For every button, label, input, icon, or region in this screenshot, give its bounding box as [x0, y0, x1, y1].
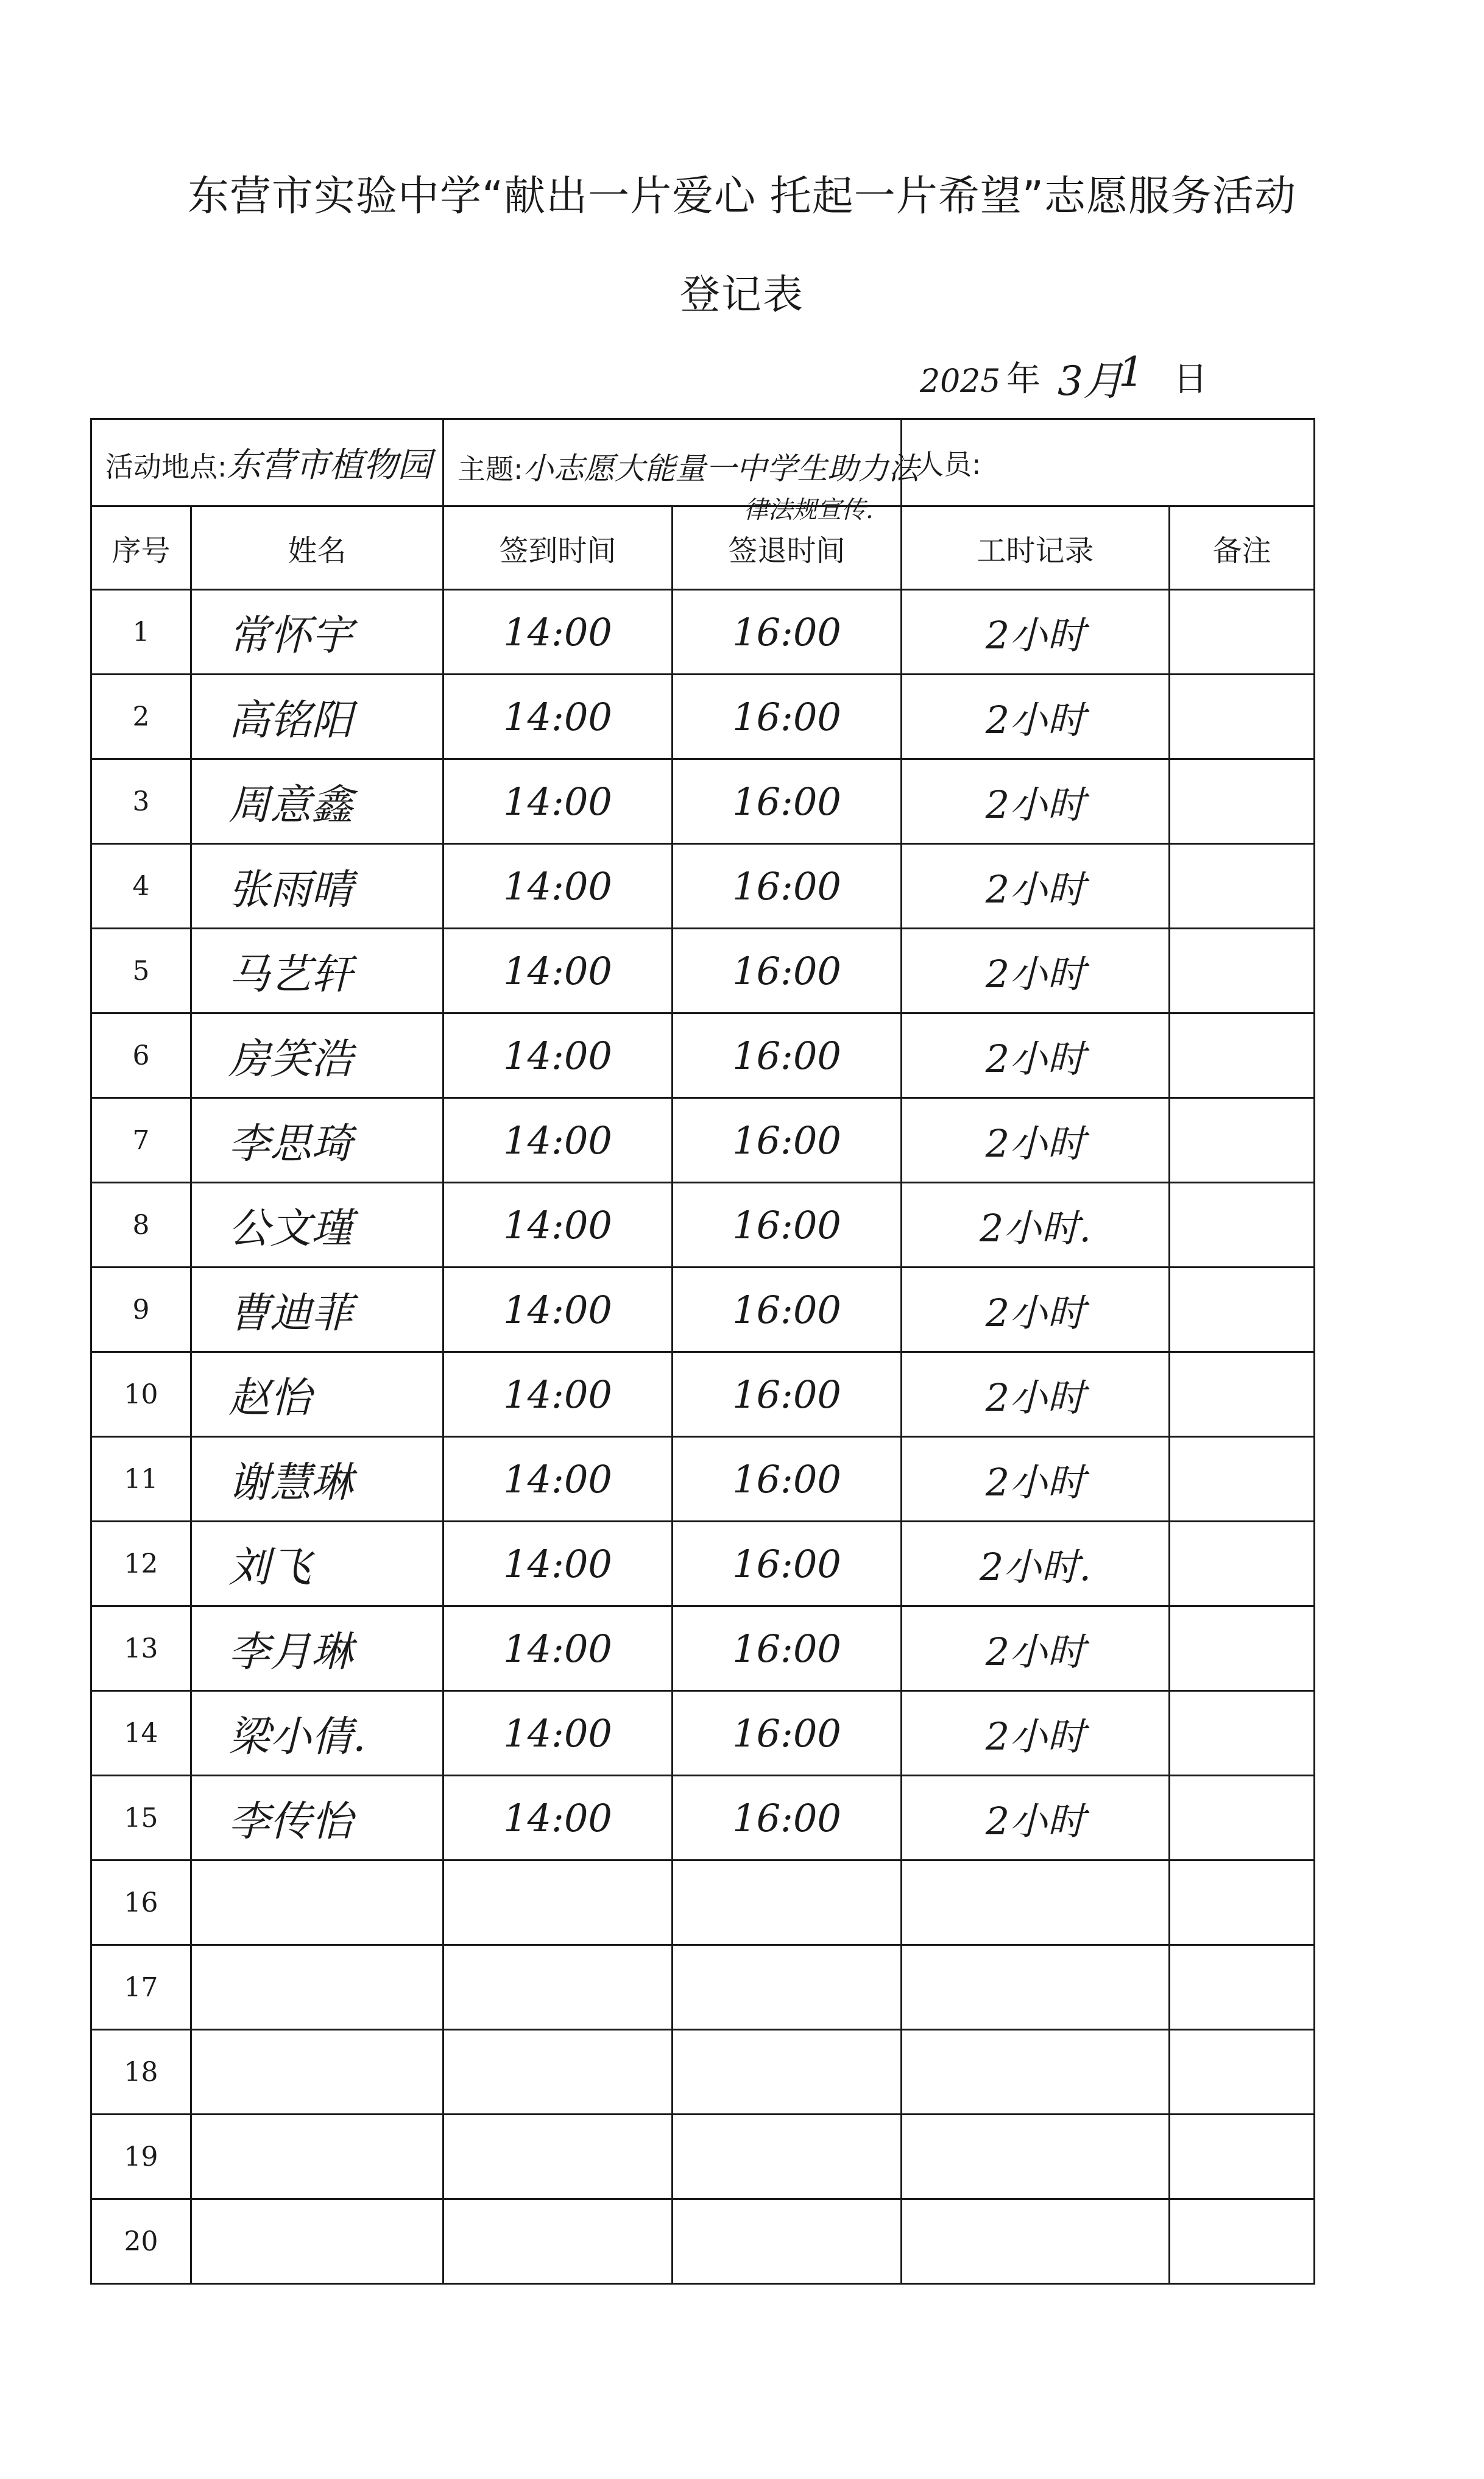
row-index: 12 — [91, 1522, 191, 1606]
row-sign-in: 14:00 — [443, 1606, 673, 1691]
row-name: 李思琦 — [191, 1098, 443, 1183]
row-sign-out: 16:00 — [673, 1013, 902, 1098]
row-note — [1170, 2199, 1315, 2284]
row-sign-in: 14:00 — [443, 1437, 673, 1522]
row-sign-out — [673, 1860, 902, 1945]
row-note — [1170, 759, 1315, 844]
table-row — [91, 844, 1315, 929]
row-hours: 2小时 — [902, 1437, 1170, 1522]
row-name: 刘飞 — [191, 1522, 443, 1606]
row-name — [191, 2115, 443, 2199]
table-row — [91, 1606, 1315, 1691]
row-sign-in: 14:00 — [443, 929, 673, 1013]
row-sign-in: 14:00 — [443, 1268, 673, 1352]
row-hours: 2小时 — [902, 1606, 1170, 1691]
row-note — [1170, 844, 1315, 929]
row-note — [1170, 2030, 1315, 2115]
table-row — [91, 1268, 1315, 1352]
col-header-sign-out: 签退时间 — [673, 506, 902, 590]
row-index: 16 — [91, 1860, 191, 1945]
row-hours: 2小时 — [902, 1776, 1170, 1860]
row-sign-out — [673, 2199, 902, 2284]
row-sign-in: 14:00 — [443, 1691, 673, 1776]
row-name — [191, 1860, 443, 1945]
date-day: 1 — [1118, 349, 1144, 395]
row-sign-in: 14:00 — [443, 590, 673, 675]
row-note — [1170, 1860, 1315, 1945]
row-sign-out: 16:00 — [673, 590, 902, 675]
row-sign-in — [443, 2199, 673, 2284]
row-name: 曹迪菲 — [191, 1268, 443, 1352]
row-note — [1170, 1522, 1315, 1606]
row-hours: 2小时 — [902, 1691, 1170, 1776]
row-name: 张雨晴 — [191, 844, 443, 929]
row-sign-in — [443, 2030, 673, 2115]
row-sign-out: 16:00 — [673, 1352, 902, 1437]
date-year: 2025 — [920, 363, 1001, 400]
row-note — [1170, 590, 1315, 675]
row-index: 18 — [91, 2030, 191, 2115]
row-name: 梁小倩. — [191, 1691, 443, 1776]
row-note — [1170, 929, 1315, 1013]
col-header-index: 序号 — [91, 506, 191, 590]
row-index: 8 — [91, 1183, 191, 1268]
row-sign-in: 14:00 — [443, 1013, 673, 1098]
row-index: 13 — [91, 1606, 191, 1691]
row-index: 3 — [91, 759, 191, 844]
theme-value-line2: 律法规宣传. — [744, 496, 874, 524]
table-row — [91, 2115, 1315, 2199]
row-sign-in: 14:00 — [443, 1776, 673, 1860]
row-name: 周意鑫 — [191, 759, 443, 844]
row-index: 20 — [91, 2199, 191, 2284]
table-row — [91, 1945, 1315, 2030]
date-year-suffix: 年 — [1006, 360, 1041, 399]
row-note — [1170, 675, 1315, 759]
col-header-sign-in: 签到时间 — [443, 506, 673, 590]
table-row — [91, 1013, 1315, 1098]
row-name: 李月琳 — [191, 1606, 443, 1691]
row-index: 19 — [91, 2115, 191, 2199]
row-hours: 2小时 — [902, 1013, 1170, 1098]
row-hours — [902, 2199, 1170, 2284]
row-name: 谢慧琳 — [191, 1437, 443, 1522]
row-index: 17 — [91, 1945, 191, 2030]
row-name: 常怀宇 — [191, 590, 443, 675]
location-cell — [91, 419, 443, 506]
row-sign-in — [443, 1945, 673, 2030]
row-sign-out: 16:00 — [673, 1183, 902, 1268]
row-sign-out: 16:00 — [673, 1606, 902, 1691]
row-sign-out — [673, 2115, 902, 2199]
table-row — [91, 2030, 1315, 2115]
row-note — [1170, 1437, 1315, 1522]
table-row — [91, 759, 1315, 844]
row-sign-in: 14:00 — [443, 1098, 673, 1183]
row-hours: 2小时 — [902, 844, 1170, 929]
row-sign-out: 16:00 — [673, 759, 902, 844]
row-index: 1 — [91, 590, 191, 675]
row-note — [1170, 2115, 1315, 2199]
table-row — [91, 1522, 1315, 1606]
row-sign-in: 14:00 — [443, 844, 673, 929]
location-label: 活动地点: — [105, 450, 227, 483]
row-sign-in: 14:00 — [443, 759, 673, 844]
row-hours: 2小时 — [902, 1352, 1170, 1437]
col-header-hours: 工时记录 — [902, 506, 1170, 590]
table-row — [91, 1183, 1315, 1268]
row-sign-in: 14:00 — [443, 1183, 673, 1268]
row-name — [191, 2199, 443, 2284]
row-hours: 2小时 — [902, 929, 1170, 1013]
row-sign-in — [443, 1860, 673, 1945]
row-name: 赵怡 — [191, 1352, 443, 1437]
date-line — [908, 349, 1273, 407]
row-name — [191, 2030, 443, 2115]
row-index: 5 — [91, 929, 191, 1013]
info-row — [91, 419, 1315, 506]
row-name: 李传怡 — [191, 1776, 443, 1860]
row-hours: 2小时. — [902, 1183, 1170, 1268]
row-sign-out: 16:00 — [673, 675, 902, 759]
row-note — [1170, 1098, 1315, 1183]
row-sign-out: 16:00 — [673, 1691, 902, 1776]
date-month: 3月 — [1058, 358, 1123, 405]
row-index: 6 — [91, 1013, 191, 1098]
people-label: 人员: — [916, 448, 981, 481]
form-title: 东营市实验中学“献出一片爱心 托起一片希望”志愿服务活动 — [187, 172, 1297, 221]
table-row — [91, 1098, 1315, 1183]
row-hours: 2小时. — [902, 1522, 1170, 1606]
row-hours — [902, 1945, 1170, 2030]
row-index: 9 — [91, 1268, 191, 1352]
row-sign-out: 16:00 — [673, 844, 902, 929]
row-hours — [902, 2030, 1170, 2115]
row-hours: 2小时 — [902, 675, 1170, 759]
row-sign-out: 16:00 — [673, 1437, 902, 1522]
row-sign-out: 16:00 — [673, 1268, 902, 1352]
row-name: 房笑浩 — [191, 1013, 443, 1098]
row-index: 10 — [91, 1352, 191, 1437]
row-index: 11 — [91, 1437, 191, 1522]
theme-value: 小志愿大能量一中学生助力法 — [523, 451, 919, 486]
table-row — [91, 2199, 1315, 2284]
row-note — [1170, 1268, 1315, 1352]
row-index: 4 — [91, 844, 191, 929]
row-sign-in: 14:00 — [443, 675, 673, 759]
people-cell — [902, 419, 1315, 506]
row-index: 14 — [91, 1691, 191, 1776]
table-row — [91, 1860, 1315, 1945]
row-note — [1170, 1691, 1315, 1776]
row-sign-out — [673, 2030, 902, 2115]
row-hours: 2小时 — [902, 590, 1170, 675]
row-sign-out: 16:00 — [673, 1776, 902, 1860]
table-row — [91, 1691, 1315, 1776]
row-index: 2 — [91, 675, 191, 759]
table-row — [91, 1776, 1315, 1860]
row-name: 马艺轩 — [191, 929, 443, 1013]
theme-cell — [443, 419, 919, 524]
row-sign-out: 16:00 — [673, 1522, 902, 1606]
row-hours: 2小时 — [902, 1268, 1170, 1352]
table-row — [91, 1437, 1315, 1522]
row-hours: 2小时 — [902, 759, 1170, 844]
table-row — [91, 929, 1315, 1013]
registration-table — [90, 418, 1315, 2285]
row-hours — [902, 1860, 1170, 1945]
row-note — [1170, 1606, 1315, 1691]
row-sign-in — [443, 2115, 673, 2199]
row-note — [1170, 1352, 1315, 1437]
row-note — [1170, 1776, 1315, 1860]
row-name — [191, 1945, 443, 2030]
table-row — [91, 675, 1315, 759]
row-sign-out: 16:00 — [673, 1098, 902, 1183]
row-hours — [902, 2115, 1170, 2199]
row-name: 公文瑾 — [191, 1183, 443, 1268]
row-index: 15 — [91, 1776, 191, 1860]
table-row — [91, 590, 1315, 675]
row-sign-in: 14:00 — [443, 1522, 673, 1606]
row-sign-out: 16:00 — [673, 929, 902, 1013]
row-sign-out — [673, 1945, 902, 2030]
row-hours: 2小时 — [902, 1098, 1170, 1183]
col-header-name: 姓名 — [191, 506, 443, 590]
form-subtitle: 登记表 — [680, 271, 804, 318]
row-note — [1170, 1183, 1315, 1268]
theme-label: 主题: — [458, 453, 523, 486]
row-note — [1170, 1945, 1315, 2030]
col-header-note: 备注 — [1170, 506, 1315, 590]
row-sign-in: 14:00 — [443, 1352, 673, 1437]
date-day-suffix: 日 — [1173, 360, 1207, 399]
row-index: 7 — [91, 1098, 191, 1183]
location-value: 东营市植物园 — [227, 445, 432, 485]
header-row — [91, 506, 1315, 590]
row-note — [1170, 1013, 1315, 1098]
row-name: 高铭阳 — [191, 675, 443, 759]
table-row — [91, 1352, 1315, 1437]
